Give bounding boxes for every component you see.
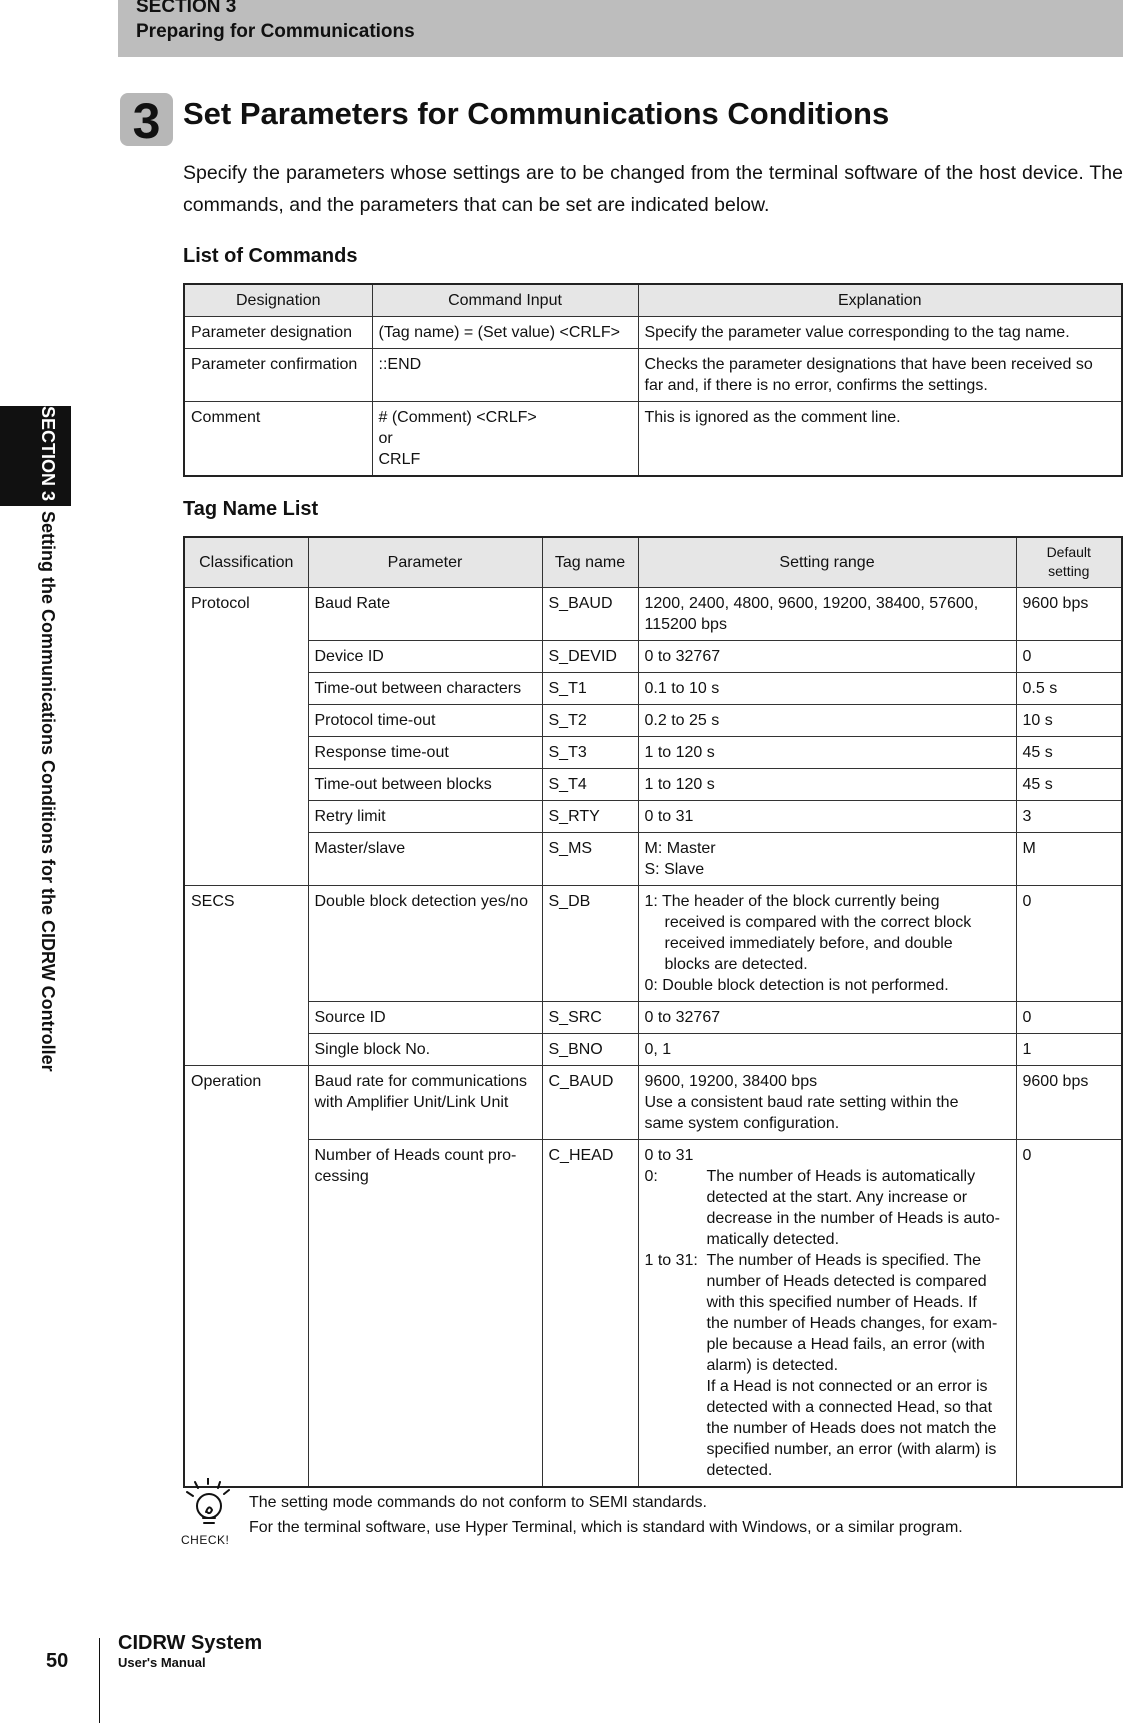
header-line: setting — [1048, 563, 1090, 580]
table-row — [184, 317, 1122, 349]
column-header: Classification — [184, 537, 308, 587]
table-cell: 0 — [1016, 1001, 1122, 1033]
table-cell: (Tag name) = (Set value) <CRLF> — [372, 317, 638, 349]
tag-name-table — [183, 536, 1123, 1488]
cell-line: 1: The header of the block currently being — [644, 892, 940, 910]
cell-line: # (Comment) <CRLF> — [378, 409, 537, 426]
header-subtitle: Preparing for Communications — [136, 21, 415, 42]
cell-line: detected at the start. Any increase or — [706, 1188, 968, 1206]
table-cell — [308, 1065, 542, 1139]
table-row — [184, 832, 1122, 885]
table-cell: Response time-out — [308, 736, 542, 768]
table-row — [184, 800, 1122, 832]
cell-line: blocks are detected. — [664, 955, 808, 973]
side-vertical-label — [37, 406, 58, 1072]
table-cell — [372, 402, 638, 477]
table-cell — [638, 885, 1016, 1001]
cell-line: with Amplifier Unit/Link Unit — [314, 1093, 509, 1111]
table-cell: 0 to 32767 — [638, 1001, 1016, 1033]
classification-cell: Protocol — [184, 587, 308, 885]
section-title: Set Parameters for Communications Conditions — [183, 96, 890, 131]
range-item — [645, 1250, 1010, 1481]
cell-line: detected with a connected Head, so that — [706, 1398, 993, 1416]
table-cell — [638, 832, 1016, 885]
table-row — [184, 1001, 1122, 1033]
classification-cell: SECS — [184, 885, 308, 1065]
cell-line: with this specified number of Heads. If — [706, 1293, 977, 1311]
table-cell: Master/slave — [308, 832, 542, 885]
column-header: Parameter — [308, 537, 542, 587]
footer-divider — [99, 1638, 100, 1723]
side-section-tab — [0, 406, 71, 506]
cell-line: Use a consistent baud rate setting within the — [644, 1093, 959, 1111]
table-row — [184, 1139, 1122, 1487]
table-cell: S_MS — [542, 832, 638, 885]
table-row — [184, 402, 1122, 477]
cell-line: 9600, 19200, 38400 bps — [644, 1072, 818, 1090]
table-cell: M — [1016, 832, 1122, 885]
table-row — [184, 349, 1122, 402]
classification-cell: Operation — [184, 1065, 308, 1487]
table-cell: Parameter confirmation — [184, 349, 372, 402]
cell-line: Number of Heads count pro- — [314, 1146, 517, 1164]
table-row — [184, 768, 1122, 800]
cell-line: number of Heads detected is compared — [706, 1272, 987, 1290]
column-header: Designation — [184, 284, 372, 317]
table-cell: 9600 bps — [1016, 587, 1122, 640]
side-title: Setting the Communications Conditions for the CIDRW Controller — [38, 511, 58, 1072]
table-cell: S_T2 — [542, 704, 638, 736]
table-cell: S_DEVID — [542, 640, 638, 672]
cell-line: CRLF — [378, 451, 421, 468]
footer-subtitle: User's Manual — [118, 1655, 206, 1670]
table-row — [184, 1065, 1122, 1139]
table-cell: 10 s — [1016, 704, 1122, 736]
range-key: 0: — [644, 1167, 658, 1185]
column-header — [1016, 537, 1122, 587]
commands-heading: List of Commands — [183, 245, 358, 267]
table-cell: 1 to 120 s — [638, 768, 1016, 800]
cell-line: The number of Heads is specified. The — [706, 1251, 982, 1269]
section-header-bar — [118, 0, 1123, 57]
range-key: 1 to 31: — [644, 1251, 698, 1269]
lightbulb-icon — [181, 1478, 241, 1530]
commands-table — [183, 283, 1123, 477]
table-cell: 0, 1 — [638, 1033, 1016, 1065]
cell-line: Baud rate for communications — [314, 1072, 528, 1090]
table-cell — [638, 1065, 1016, 1139]
column-header: Command Input — [372, 284, 638, 317]
cell-line: M: Master — [644, 839, 716, 857]
table-row — [184, 587, 1122, 640]
table-cell — [308, 1139, 542, 1487]
footer-title: CIDRW System — [118, 1632, 263, 1654]
table-cell: Parameter designation — [184, 317, 372, 349]
range-desc — [707, 1166, 1001, 1250]
table-cell: Device ID — [308, 640, 542, 672]
cell-line: matically detected. — [706, 1230, 840, 1248]
table-cell: 0 — [1016, 1139, 1122, 1487]
table-cell: This is ignored as the comment line. — [638, 402, 1122, 477]
cell-line: ple because a Head fails, an error (with — [706, 1335, 985, 1353]
table-cell: 45 s — [1016, 736, 1122, 768]
cell-line: The number of Heads is automatically — [706, 1167, 976, 1185]
table-row — [184, 885, 1122, 1001]
cell-line: alarm) is detected. — [706, 1356, 839, 1374]
header-section-label: SECTION 3 — [136, 0, 237, 17]
table-row — [184, 1033, 1122, 1065]
table-cell: Baud Rate — [308, 587, 542, 640]
page-number: 50 — [46, 1650, 69, 1672]
column-header: Explanation — [638, 284, 1122, 317]
table-cell: 0 to 32767 — [638, 640, 1016, 672]
table-row — [184, 640, 1122, 672]
cell-line: detected. — [706, 1461, 773, 1479]
check-icon — [181, 1478, 241, 1558]
table-row — [184, 736, 1122, 768]
table-cell: 0 — [1016, 640, 1122, 672]
column-header: Tag name — [542, 537, 638, 587]
table-cell: Specify the parameter value corresponding to the tag name. — [638, 317, 1122, 349]
cell-line: S: Slave — [644, 860, 705, 878]
table-cell: Single block No. — [308, 1033, 542, 1065]
table-header-row — [184, 284, 1122, 317]
table-cell: C_HEAD — [542, 1139, 638, 1487]
cell-line: 0 to 31 — [644, 1146, 694, 1164]
cell-line: cessing — [314, 1167, 369, 1185]
table-cell: 3 — [1016, 800, 1122, 832]
table-cell: 9600 bps — [1016, 1065, 1122, 1139]
range-desc — [707, 1250, 998, 1481]
check-note: For the terminal software, use Hyper Terminal, which is standard with Windows, or a similar program. — [249, 1519, 963, 1536]
column-header: Setting range — [638, 537, 1016, 587]
table-row — [184, 704, 1122, 736]
check-note: The setting mode commands do not conform to SEMI standards. — [249, 1494, 707, 1511]
table-cell: 0.1 to 10 s — [638, 672, 1016, 704]
table-cell: Time-out between characters — [308, 672, 542, 704]
table-cell — [638, 1139, 1016, 1487]
table-cell: S_SRC — [542, 1001, 638, 1033]
table-cell: 45 s — [1016, 768, 1122, 800]
cell-line: received is compared with the correct block — [664, 913, 972, 931]
cell-line: decrease in the number of Heads is auto- — [706, 1209, 1000, 1227]
tags-heading: Tag Name List — [183, 498, 319, 520]
cell-line: or — [378, 430, 393, 447]
table-cell: S_BAUD — [542, 587, 638, 640]
table-cell: 1 to 120 s — [638, 736, 1016, 768]
table-cell: 0 — [1016, 885, 1122, 1001]
intro-paragraph: Specify the parameters whose settings are to be changed from the terminal software of the host device. The commands, and the parameters that can be set are indicated below. — [183, 162, 1123, 216]
table-cell: 1200, 2400, 4800, 9600, 19200, 38400, 57600, 115200 bps — [638, 587, 1016, 640]
table-cell: C_BAUD — [542, 1065, 638, 1139]
cell-line: If a Head is not connected or an error is — [706, 1377, 988, 1395]
table-cell: Comment — [184, 402, 372, 477]
cell-line: the number of Heads does not match the — [706, 1419, 997, 1437]
table-row — [184, 672, 1122, 704]
header-line: Default — [1046, 544, 1091, 561]
table-cell: S_T4 — [542, 768, 638, 800]
table-cell: Time-out between blocks — [308, 768, 542, 800]
table-header-row — [184, 537, 1122, 587]
table-cell: Retry limit — [308, 800, 542, 832]
table-cell: Source ID — [308, 1001, 542, 1033]
table-cell: ::END — [372, 349, 638, 402]
cell-line: same system configuration. — [644, 1114, 840, 1132]
section-number-badge: 3 — [120, 93, 173, 146]
table-cell: 1 — [1016, 1033, 1122, 1065]
cell-line: the number of Heads changes, for exam- — [706, 1314, 998, 1332]
table-cell: 0.2 to 25 s — [638, 704, 1016, 736]
table-cell: Double block detection yes/no — [308, 885, 542, 1001]
cell-line: received immediately before, and double — [664, 934, 953, 952]
cell-line: 0: Double block detection is not performed. — [644, 976, 949, 994]
cell-line: specified number, an error (with alarm) is — [706, 1440, 997, 1458]
table-cell: 0.5 s — [1016, 672, 1122, 704]
table-cell: Protocol time-out — [308, 704, 542, 736]
table-cell: S_DB — [542, 885, 638, 1001]
table-cell: S_RTY — [542, 800, 638, 832]
range-item — [645, 1166, 1010, 1250]
table-cell: 0 to 31 — [638, 800, 1016, 832]
table-cell: S_BNO — [542, 1033, 638, 1065]
table-cell: S_T1 — [542, 672, 638, 704]
table-cell: S_T3 — [542, 736, 638, 768]
side-tab-label: SECTION 3 — [38, 406, 58, 502]
check-label: CHECK! — [181, 1533, 230, 1547]
table-cell: Checks the parameter designations that have been received so far and, if there is no error, confirms the settings. — [638, 349, 1122, 402]
